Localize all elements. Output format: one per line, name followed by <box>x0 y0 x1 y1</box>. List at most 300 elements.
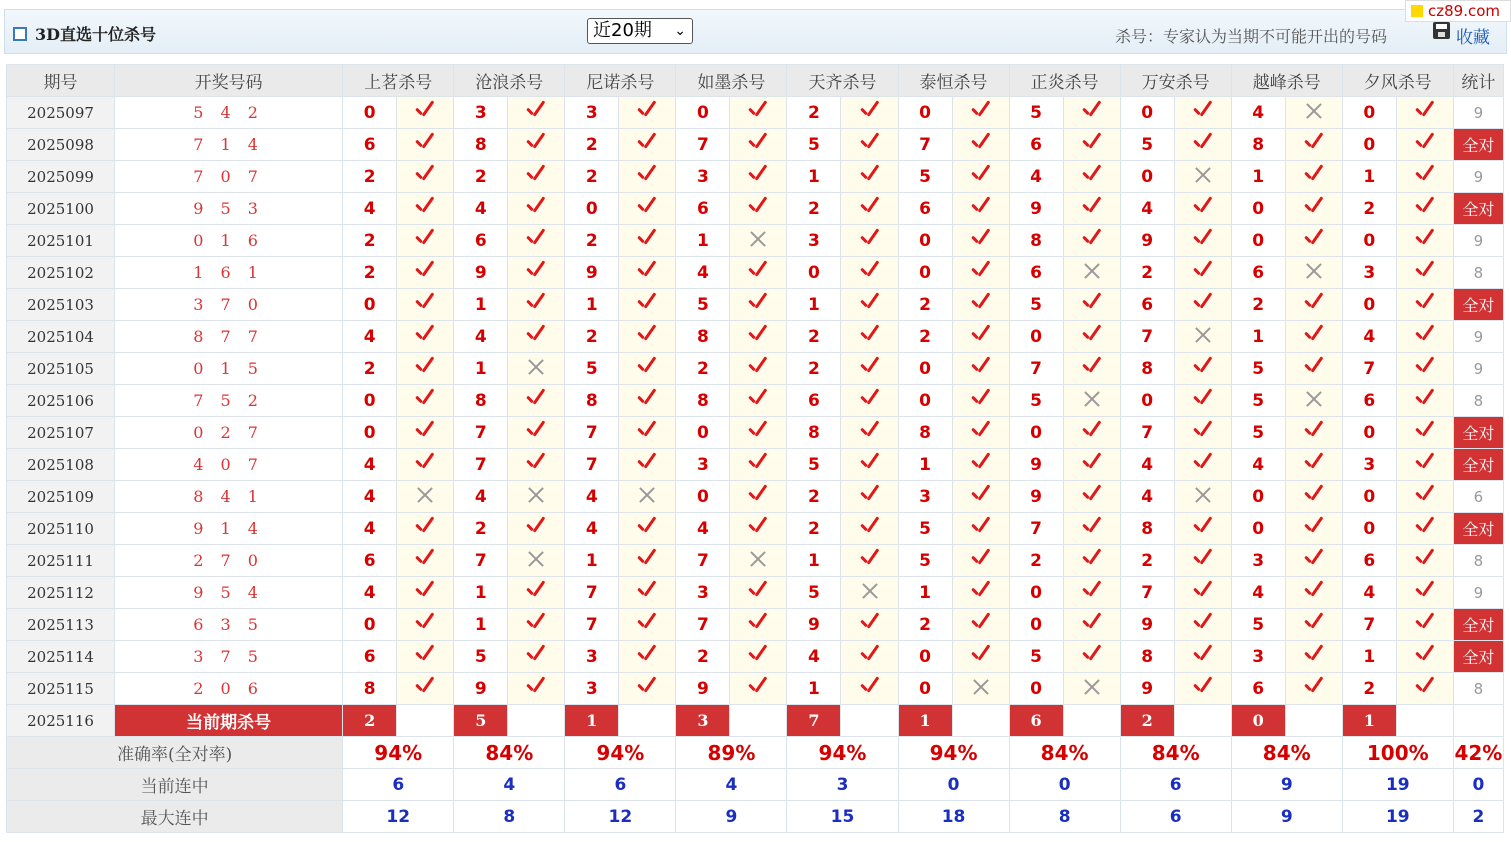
kill-number: 2 <box>565 161 619 193</box>
hit-mark <box>841 513 898 545</box>
draw-cell: 7 0 7 <box>115 161 343 193</box>
kill-number: 2 <box>1120 257 1174 289</box>
check-icon <box>1191 357 1215 377</box>
kill-number: 3 <box>454 97 508 129</box>
table-row <box>7 577 1504 609</box>
hit-mark <box>1174 289 1231 321</box>
check-icon <box>1191 421 1215 441</box>
kill-number: 4 <box>676 513 730 545</box>
hit-mark <box>1396 449 1453 481</box>
check-icon <box>1413 677 1437 697</box>
hit-mark <box>619 513 676 545</box>
hit-mark <box>619 129 676 161</box>
hit-mark <box>841 225 898 257</box>
kill-number: 6 <box>898 193 952 225</box>
col-expert: 越峰杀号 <box>1231 65 1342 97</box>
check-icon <box>524 613 548 633</box>
kill-number: 7 <box>1120 577 1174 609</box>
issue-cell: 2025100 <box>7 193 115 225</box>
hit-mark <box>1063 449 1120 481</box>
kill-number: 7 <box>454 417 508 449</box>
kill-number: 6 <box>1009 257 1063 289</box>
kill-number: 0 <box>898 385 952 417</box>
summary-value: 94% <box>787 737 898 769</box>
hit-mark <box>397 577 454 609</box>
hit-mark <box>397 193 454 225</box>
check-icon <box>1302 453 1326 473</box>
hit-mark <box>1285 97 1342 129</box>
summary-value: 0 <box>1009 769 1120 801</box>
table-row <box>7 449 1504 481</box>
hit-mark <box>397 353 454 385</box>
cross-icon <box>1082 389 1102 409</box>
kill-number: 0 <box>898 641 952 673</box>
check-icon <box>1191 549 1215 569</box>
check-icon <box>413 261 437 281</box>
kill-number: 4 <box>454 481 508 513</box>
kill-number: 2 <box>1342 193 1396 225</box>
current-streak-row <box>7 769 1504 801</box>
table-row <box>7 225 1504 257</box>
kill-number: 1 <box>787 289 841 321</box>
hit-mark <box>397 545 454 577</box>
hit-mark <box>1174 641 1231 673</box>
hit-mark <box>1396 225 1453 257</box>
hit-mark <box>1396 97 1453 129</box>
current-kill-number: 1 <box>898 705 952 737</box>
kill-number: 0 <box>1231 481 1285 513</box>
checkbox-icon <box>13 27 27 41</box>
hit-mark <box>1174 385 1231 417</box>
kill-number: 6 <box>676 193 730 225</box>
hit-mark <box>508 417 565 449</box>
hit-mark <box>1174 129 1231 161</box>
check-icon <box>635 517 659 537</box>
check-icon <box>969 421 993 441</box>
kill-number: 9 <box>454 257 508 289</box>
check-icon <box>1080 549 1104 569</box>
hit-mark <box>619 257 676 289</box>
hit-mark <box>952 161 1009 193</box>
hit-mark <box>841 321 898 353</box>
summary-value: 9 <box>1231 801 1342 833</box>
hit-mark <box>1063 321 1120 353</box>
kill-number: 9 <box>1120 673 1174 705</box>
hit-mark <box>841 545 898 577</box>
kill-number: 0 <box>1120 161 1174 193</box>
hit-mark <box>397 449 454 481</box>
kill-number: 6 <box>787 385 841 417</box>
check-icon <box>1413 197 1437 217</box>
check-icon <box>524 101 548 121</box>
kill-number: 1 <box>676 225 730 257</box>
kill-number: 3 <box>565 641 619 673</box>
hit-mark <box>952 385 1009 417</box>
current-blank <box>841 705 898 737</box>
hit-mark <box>1285 449 1342 481</box>
hit-mark <box>952 129 1009 161</box>
kill-number: 0 <box>1342 513 1396 545</box>
kill-number: 0 <box>1009 609 1063 641</box>
kill-number: 0 <box>343 609 397 641</box>
check-icon <box>1413 293 1437 313</box>
kill-number: 8 <box>676 321 730 353</box>
check-icon <box>1080 101 1104 121</box>
check-icon <box>1080 485 1104 505</box>
current-kill-number: 6 <box>1009 705 1063 737</box>
kill-number: 8 <box>343 673 397 705</box>
title-area <box>13 22 156 45</box>
hit-mark <box>619 289 676 321</box>
check-icon <box>413 389 437 409</box>
check-icon <box>524 645 548 665</box>
hit-mark <box>952 257 1009 289</box>
kill-number: 4 <box>1342 577 1396 609</box>
hit-mark <box>1285 545 1342 577</box>
kill-number: 0 <box>787 257 841 289</box>
kill-number: 1 <box>565 289 619 321</box>
hit-mark <box>1063 641 1120 673</box>
hit-mark <box>1396 481 1453 513</box>
kill-number: 4 <box>343 577 397 609</box>
hit-mark <box>619 481 676 513</box>
table-row <box>7 193 1504 225</box>
stat-cell: 9 <box>1453 353 1503 385</box>
kill-number: 2 <box>787 481 841 513</box>
hit-mark <box>1174 225 1231 257</box>
kill-number: 5 <box>1009 641 1063 673</box>
cross-icon <box>526 485 546 505</box>
check-icon <box>1080 197 1104 217</box>
kill-number: 0 <box>898 97 952 129</box>
hit-mark <box>619 609 676 641</box>
table-header <box>7 65 1504 97</box>
kill-number: 6 <box>343 545 397 577</box>
kill-number: 2 <box>343 353 397 385</box>
hit-mark <box>841 289 898 321</box>
hit-mark <box>952 353 1009 385</box>
current-row <box>7 705 1504 737</box>
cross-icon <box>526 357 546 377</box>
cross-icon <box>415 485 435 505</box>
current-blank <box>730 705 787 737</box>
hit-mark <box>508 161 565 193</box>
hit-mark <box>508 353 565 385</box>
kill-number: 3 <box>1342 449 1396 481</box>
summary-label: 准确率(全对率) <box>7 737 343 769</box>
kill-number: 1 <box>454 609 508 641</box>
check-icon <box>746 613 770 633</box>
summary-value: 89% <box>676 737 787 769</box>
kill-number: 7 <box>676 129 730 161</box>
kill-number: 9 <box>787 609 841 641</box>
table-row <box>7 353 1504 385</box>
hit-mark <box>397 513 454 545</box>
check-icon <box>635 325 659 345</box>
check-icon <box>746 485 770 505</box>
check-icon <box>1413 453 1437 473</box>
hit-mark <box>1396 193 1453 225</box>
hit-mark <box>1063 257 1120 289</box>
check-icon <box>969 229 993 249</box>
hit-mark <box>619 673 676 705</box>
kill-number: 4 <box>343 513 397 545</box>
draw-cell: 0 2 7 <box>115 417 343 449</box>
table-row <box>7 641 1504 673</box>
accuracy-row <box>7 737 1504 769</box>
kill-number: 5 <box>676 289 730 321</box>
check-icon <box>969 133 993 153</box>
hit-mark <box>1063 193 1120 225</box>
kill-number: 1 <box>898 449 952 481</box>
hit-mark <box>508 289 565 321</box>
issue-cell: 2025099 <box>7 161 115 193</box>
kill-number: 0 <box>343 97 397 129</box>
col-expert: 泰恒杀号 <box>898 65 1009 97</box>
check-icon <box>413 517 437 537</box>
check-icon <box>413 645 437 665</box>
check-icon <box>969 357 993 377</box>
summary-value: 8 <box>454 801 565 833</box>
hit-mark <box>1063 289 1120 321</box>
hit-mark <box>619 97 676 129</box>
draw-cell: 7 5 2 <box>115 385 343 417</box>
check-icon <box>746 677 770 697</box>
current-blank <box>1063 705 1120 737</box>
hit-mark <box>619 545 676 577</box>
stat-cell: 全对 <box>1453 289 1503 321</box>
check-icon <box>969 549 993 569</box>
check-icon <box>1191 389 1215 409</box>
kill-number: 5 <box>787 449 841 481</box>
kill-number: 9 <box>676 673 730 705</box>
kill-number: 9 <box>1120 225 1174 257</box>
hit-mark <box>1285 289 1342 321</box>
kill-number: 0 <box>1342 225 1396 257</box>
kill-number: 7 <box>1009 513 1063 545</box>
kill-number: 4 <box>1231 97 1285 129</box>
hit-mark <box>1396 353 1453 385</box>
kill-number: 2 <box>343 161 397 193</box>
check-icon <box>1302 325 1326 345</box>
current-kill-number: 5 <box>454 705 508 737</box>
issue-cell: 2025102 <box>7 257 115 289</box>
hit-mark <box>730 577 787 609</box>
hit-mark <box>730 225 787 257</box>
kill-number: 7 <box>454 449 508 481</box>
check-icon <box>746 165 770 185</box>
kill-number: 0 <box>343 417 397 449</box>
current-blank <box>1396 705 1453 737</box>
hit-mark <box>619 161 676 193</box>
hit-mark <box>841 481 898 513</box>
stat-cell: 8 <box>1453 257 1503 289</box>
hit-mark <box>841 577 898 609</box>
hit-mark <box>1063 417 1120 449</box>
kill-number: 5 <box>565 353 619 385</box>
kill-number: 1 <box>1342 161 1396 193</box>
check-icon <box>524 581 548 601</box>
summary-value: 4 <box>676 769 787 801</box>
check-icon <box>1413 101 1437 121</box>
top-bar <box>4 9 1507 54</box>
col-issue: 期号 <box>7 65 115 97</box>
check-icon <box>1413 645 1437 665</box>
hit-mark <box>1285 257 1342 289</box>
check-icon <box>1080 517 1104 537</box>
hit-mark <box>397 97 454 129</box>
check-icon <box>524 389 548 409</box>
hit-mark <box>730 609 787 641</box>
check-icon <box>1191 293 1215 313</box>
issue-cell: 2025110 <box>7 513 115 545</box>
stat-cell: 9 <box>1453 161 1503 193</box>
kill-number: 2 <box>787 97 841 129</box>
check-icon <box>635 421 659 441</box>
col-expert: 正炎杀号 <box>1009 65 1120 97</box>
draw-cell: 0 1 6 <box>115 225 343 257</box>
issue-cell: 2025108 <box>7 449 115 481</box>
kill-number: 0 <box>1009 673 1063 705</box>
hit-mark <box>508 577 565 609</box>
kill-number: 6 <box>1120 289 1174 321</box>
check-icon <box>1302 229 1326 249</box>
kill-number: 1 <box>454 353 508 385</box>
cross-icon <box>1304 101 1324 121</box>
check-icon <box>1302 613 1326 633</box>
period-select[interactable] <box>587 18 693 44</box>
favorite-link[interactable]: 收藏 <box>1456 28 1490 48</box>
hit-mark <box>952 225 1009 257</box>
kill-number: 0 <box>1120 385 1174 417</box>
hit-mark <box>1285 321 1342 353</box>
stat-cell: 全对 <box>1453 193 1503 225</box>
check-icon <box>858 517 882 537</box>
hit-mark <box>1285 193 1342 225</box>
hit-mark <box>730 289 787 321</box>
check-icon <box>969 581 993 601</box>
summary-value: 9 <box>676 801 787 833</box>
stat-cell: 全对 <box>1453 609 1503 641</box>
check-icon <box>858 357 882 377</box>
summary-value: 0 <box>898 769 1009 801</box>
hit-mark <box>1396 641 1453 673</box>
kill-number: 1 <box>787 673 841 705</box>
check-icon <box>1302 421 1326 441</box>
hit-mark <box>1174 193 1231 225</box>
check-icon <box>858 101 882 121</box>
hit-mark <box>508 193 565 225</box>
summary-value: 6 <box>1120 769 1231 801</box>
kill-number: 4 <box>343 481 397 513</box>
kill-number: 8 <box>1009 225 1063 257</box>
kill-number: 4 <box>343 449 397 481</box>
kill-number: 2 <box>787 513 841 545</box>
check-icon <box>1080 133 1104 153</box>
check-icon <box>1191 677 1215 697</box>
issue-cell: 2025115 <box>7 673 115 705</box>
check-icon <box>524 261 548 281</box>
current-kill-number: 1 <box>565 705 619 737</box>
summary-value: 18 <box>898 801 1009 833</box>
stat-cell: 全对 <box>1453 513 1503 545</box>
table-row <box>7 609 1504 641</box>
hit-mark <box>730 673 787 705</box>
hit-mark <box>1174 321 1231 353</box>
check-icon <box>524 517 548 537</box>
hit-mark <box>1285 641 1342 673</box>
chevron-down-icon: ⌄ <box>674 23 686 39</box>
brand-logo[interactable]: cz89.com <box>1405 0 1511 22</box>
kill-number: 8 <box>1231 129 1285 161</box>
kill-number: 7 <box>1120 417 1174 449</box>
check-icon <box>1413 421 1437 441</box>
check-icon <box>969 517 993 537</box>
check-icon <box>746 581 770 601</box>
save-icon[interactable] <box>1433 22 1450 39</box>
kill-number: 1 <box>454 577 508 609</box>
check-icon <box>858 453 882 473</box>
hit-mark <box>397 225 454 257</box>
summary-value: 6 <box>343 769 454 801</box>
check-icon <box>635 453 659 473</box>
kill-number: 7 <box>454 545 508 577</box>
hit-mark <box>952 289 1009 321</box>
max-streak-row <box>7 801 1504 833</box>
kill-number: 6 <box>1009 129 1063 161</box>
check-icon <box>635 645 659 665</box>
kill-number: 4 <box>1120 193 1174 225</box>
kill-number: 3 <box>676 449 730 481</box>
check-icon <box>746 325 770 345</box>
check-icon <box>858 613 882 633</box>
hit-mark <box>1174 481 1231 513</box>
hit-mark <box>619 417 676 449</box>
hit-mark <box>508 385 565 417</box>
hit-mark <box>397 673 454 705</box>
cross-icon <box>1082 677 1102 697</box>
kill-number: 1 <box>565 545 619 577</box>
current-kill-number: 7 <box>787 705 841 737</box>
hit-mark <box>730 449 787 481</box>
hit-mark <box>952 513 1009 545</box>
hit-mark <box>619 641 676 673</box>
kill-number: 8 <box>1120 641 1174 673</box>
draw-cell: 6 3 5 <box>115 609 343 641</box>
stat-cell: 全对 <box>1453 129 1503 161</box>
summary-label: 最大连中 <box>7 801 343 833</box>
check-icon <box>413 101 437 121</box>
hit-mark <box>952 321 1009 353</box>
kill-number: 5 <box>1120 129 1174 161</box>
check-icon <box>1191 581 1215 601</box>
kill-number: 0 <box>343 385 397 417</box>
hit-mark <box>841 129 898 161</box>
check-icon <box>524 453 548 473</box>
kill-number: 2 <box>676 353 730 385</box>
kill-number: 4 <box>565 513 619 545</box>
hit-mark <box>1063 513 1120 545</box>
kill-number: 1 <box>1231 321 1285 353</box>
hit-mark <box>730 545 787 577</box>
kill-number: 2 <box>1231 289 1285 321</box>
check-icon <box>1302 549 1326 569</box>
kill-number: 3 <box>898 481 952 513</box>
kill-number: 6 <box>1231 257 1285 289</box>
check-icon <box>746 421 770 441</box>
hit-mark <box>952 545 1009 577</box>
stat-cell: 8 <box>1453 545 1503 577</box>
